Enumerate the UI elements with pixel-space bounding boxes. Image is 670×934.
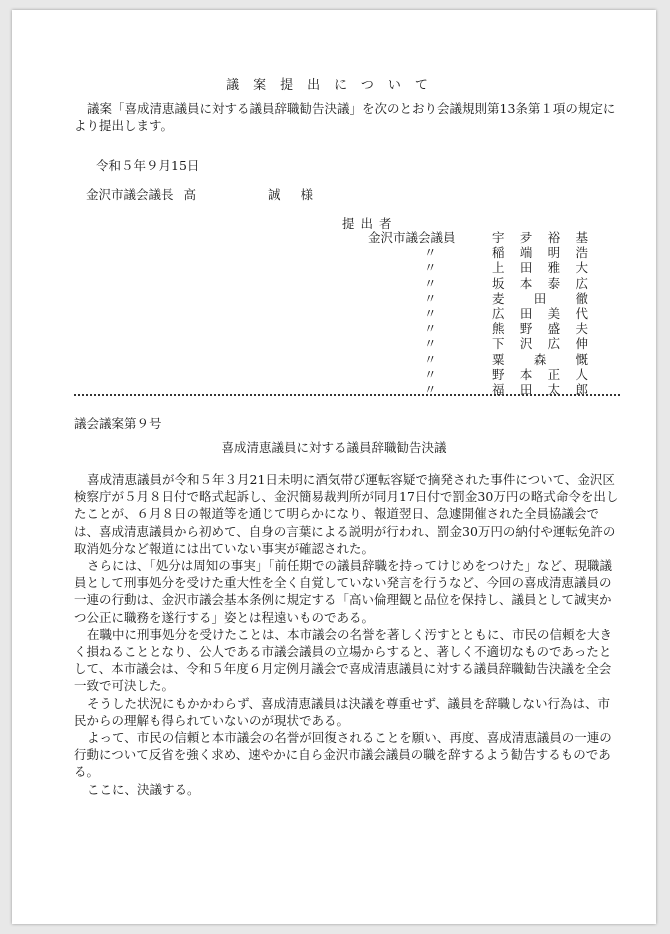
submitter-name-char: 本: [519, 275, 533, 291]
submitter-name-char: 稲: [492, 245, 505, 261]
submitter-name: [492, 260, 588, 275]
submitter-row: [368, 291, 608, 306]
bill-title: 喜成清恵議員に対する議員辞職勧告決議: [221, 440, 447, 455]
resolution-paragraph: そうした状況にもかかわらず、喜成清恵議員は決議を尊重せず、議員を辞職しない行為は、市民からの理解も得られていないのが現状である。: [74, 695, 611, 728]
submitter-name-char: 野: [492, 366, 505, 382]
submitter-name-char: 福: [492, 381, 505, 397]
submitter-name-char: 端: [519, 245, 533, 261]
ditto-mark: 〃: [424, 260, 437, 276]
ditto-mark: 〃: [424, 381, 437, 397]
ditto-mark: 〃: [424, 275, 437, 291]
bill-number: 議会議案第９号: [74, 416, 162, 431]
submitter-row: [368, 260, 608, 275]
submitter-name-char: 明: [547, 245, 561, 261]
ditto-mark: 〃: [424, 336, 437, 352]
submitter-name-char: 野: [519, 321, 533, 337]
submitter-name-char: 下: [492, 336, 505, 352]
submitter-name-char: 盛: [547, 321, 561, 337]
submitter-name-char: 夫: [575, 321, 588, 337]
submitter-name-char: 広: [547, 336, 561, 352]
resolution-paragraph: 喜成清恵議員が令和５年３月21日未明に酒気帯び運転容疑で摘発された事件について、金沢区検察庁が５月８日付で略式起訴し、金沢簡易裁判所が同月17日付で罰金30万円の略式命令を出したことが、６月８日の報道等を通じて明らかになり、報道翌日、急遽開催された全員協議会では、喜成清恵議員から初めて、自身の言葉による説明が行われ、罰金30万円の納付や運転免許の取消処分など報道には出ていない事実が確認された。: [74, 472, 619, 556]
submitter-name-char: 太: [547, 381, 561, 397]
submitter-name-char: 宇: [492, 230, 505, 245]
addressee-name-second: 誠: [268, 187, 281, 202]
submitter-name-char: 伸: [575, 336, 588, 352]
submitter-row: [368, 306, 608, 321]
submitter-name: [492, 352, 588, 367]
submitter-name-char: 浩: [575, 245, 588, 261]
submitter-name-char: 広: [575, 275, 588, 291]
submitter-name-char: 正: [547, 366, 561, 382]
ditto-mark: 〃: [424, 305, 437, 321]
intro-text: 議案「喜成清恵議員に対する議員辞職勧告決議」を次のとおり会議規則第13条第１項の規定により提出します。: [74, 101, 616, 133]
submitter-name-char: 麦: [492, 290, 505, 306]
submitter-name: [492, 321, 588, 336]
submitter-name: [492, 306, 588, 321]
submitter-name-char: 田: [533, 290, 547, 306]
submitter-name: [492, 245, 588, 260]
submitter-label: 提出者: [342, 216, 398, 231]
submitter-name-char: 裕: [547, 230, 561, 245]
resolution-body: [74, 471, 622, 798]
submitter-name-char: 森: [533, 351, 547, 367]
submitter-name-char: 雅: [547, 260, 561, 276]
submitter-row: [368, 230, 608, 245]
submitter-row: [368, 321, 608, 336]
ditto-mark: 〃: [424, 245, 437, 261]
submitter-row: [368, 276, 608, 291]
ditto-mark: 〃: [424, 351, 437, 367]
submitter-name-char: 沢: [519, 336, 533, 352]
resolution-paragraph: さらには、「処分は周知の事実」「前任期での議員辞職を持ってけじめをつけた」など、現職議員として刑事処分を受けた重大性を全く自覚していない発言を行うなど、今回の喜成清恵議員の一連の行動は、金沢市議会基本条例に規定する「高い倫理観と品位を保持し、議員として誠実かつ公正に職務を遂行する」姿とは程遠いものである。: [74, 558, 613, 625]
document-title: 議案提出について: [226, 78, 442, 93]
submitter-name-char: 粟: [492, 351, 505, 367]
submitter-name-char: 田: [519, 305, 533, 321]
submitter-name-char: 田: [519, 381, 533, 397]
submitter-name-char: 熊: [492, 321, 505, 337]
submitter-name-char: 慨: [575, 351, 588, 367]
submitter-name-char: 人: [575, 366, 588, 382]
submitter-name-char: 郎: [575, 381, 588, 397]
submitter-name: [492, 276, 588, 291]
submitter-name-char: 夛: [519, 230, 533, 245]
submitter-name-char: 本: [519, 366, 533, 382]
ditto-mark: 〃: [424, 321, 437, 337]
addressee-honorific: 様: [300, 187, 314, 202]
submitter-name-char: 坂: [492, 275, 505, 291]
submitter-name-char: 基: [575, 230, 588, 245]
submitter-name-char: 泰: [547, 275, 561, 291]
submitter-name-char: 代: [575, 305, 588, 321]
document-page: [12, 10, 656, 924]
submitter-name: [492, 336, 588, 351]
submitter-name-char: 上: [492, 260, 505, 276]
addressee-title: 金沢市議会議長: [86, 187, 174, 202]
submitter-role: 金沢市議会議員: [368, 230, 456, 245]
addressee-name-first: 高: [183, 187, 197, 202]
submitter-name-char: 美: [547, 305, 561, 321]
submitter-name-char: 大: [575, 260, 588, 276]
resolution-paragraph: よって、市民の信頼と本市議会の名誉が回復されることを願い、再度、喜成清恵議員の一連の行動について反省を強く求め、速やかに自ら金沢市議会議員の職を辞するよう勧告するものである。: [74, 730, 612, 780]
submitter-row: [368, 245, 608, 260]
submitter-name-char: 徹: [575, 290, 588, 306]
submitter-name: [492, 367, 588, 382]
submitter-row: [368, 367, 608, 382]
ditto-mark: 〃: [424, 366, 437, 382]
submitter-name: [492, 291, 588, 306]
resolution-paragraph: ここに、決議する。: [87, 781, 200, 797]
submitter-list: [368, 230, 608, 397]
addressee: [86, 185, 313, 203]
submitter-name-char: 広: [492, 305, 505, 321]
submitter-row: [368, 352, 608, 367]
submitter-name-char: 田: [519, 260, 533, 276]
dotted-divider: [74, 394, 620, 396]
ditto-mark: 〃: [424, 290, 437, 306]
resolution-paragraph: 在職中に刑事処分を受けたことは、本市議会の名誉を著しく汚すとともに、市民の信頼を大きく損ねることとなり、公人である市議会議員の立場からすると、著しく不適切なものであったとして、本市議会は、令和５年度６月定例月議会で喜成清恵議員に対する議員辞職勧告決議を全会一致で可決した。: [74, 626, 613, 694]
submission-date: 令和５年９月15日: [96, 158, 200, 173]
submitter-name: [492, 230, 588, 245]
submitter-row: [368, 336, 608, 351]
